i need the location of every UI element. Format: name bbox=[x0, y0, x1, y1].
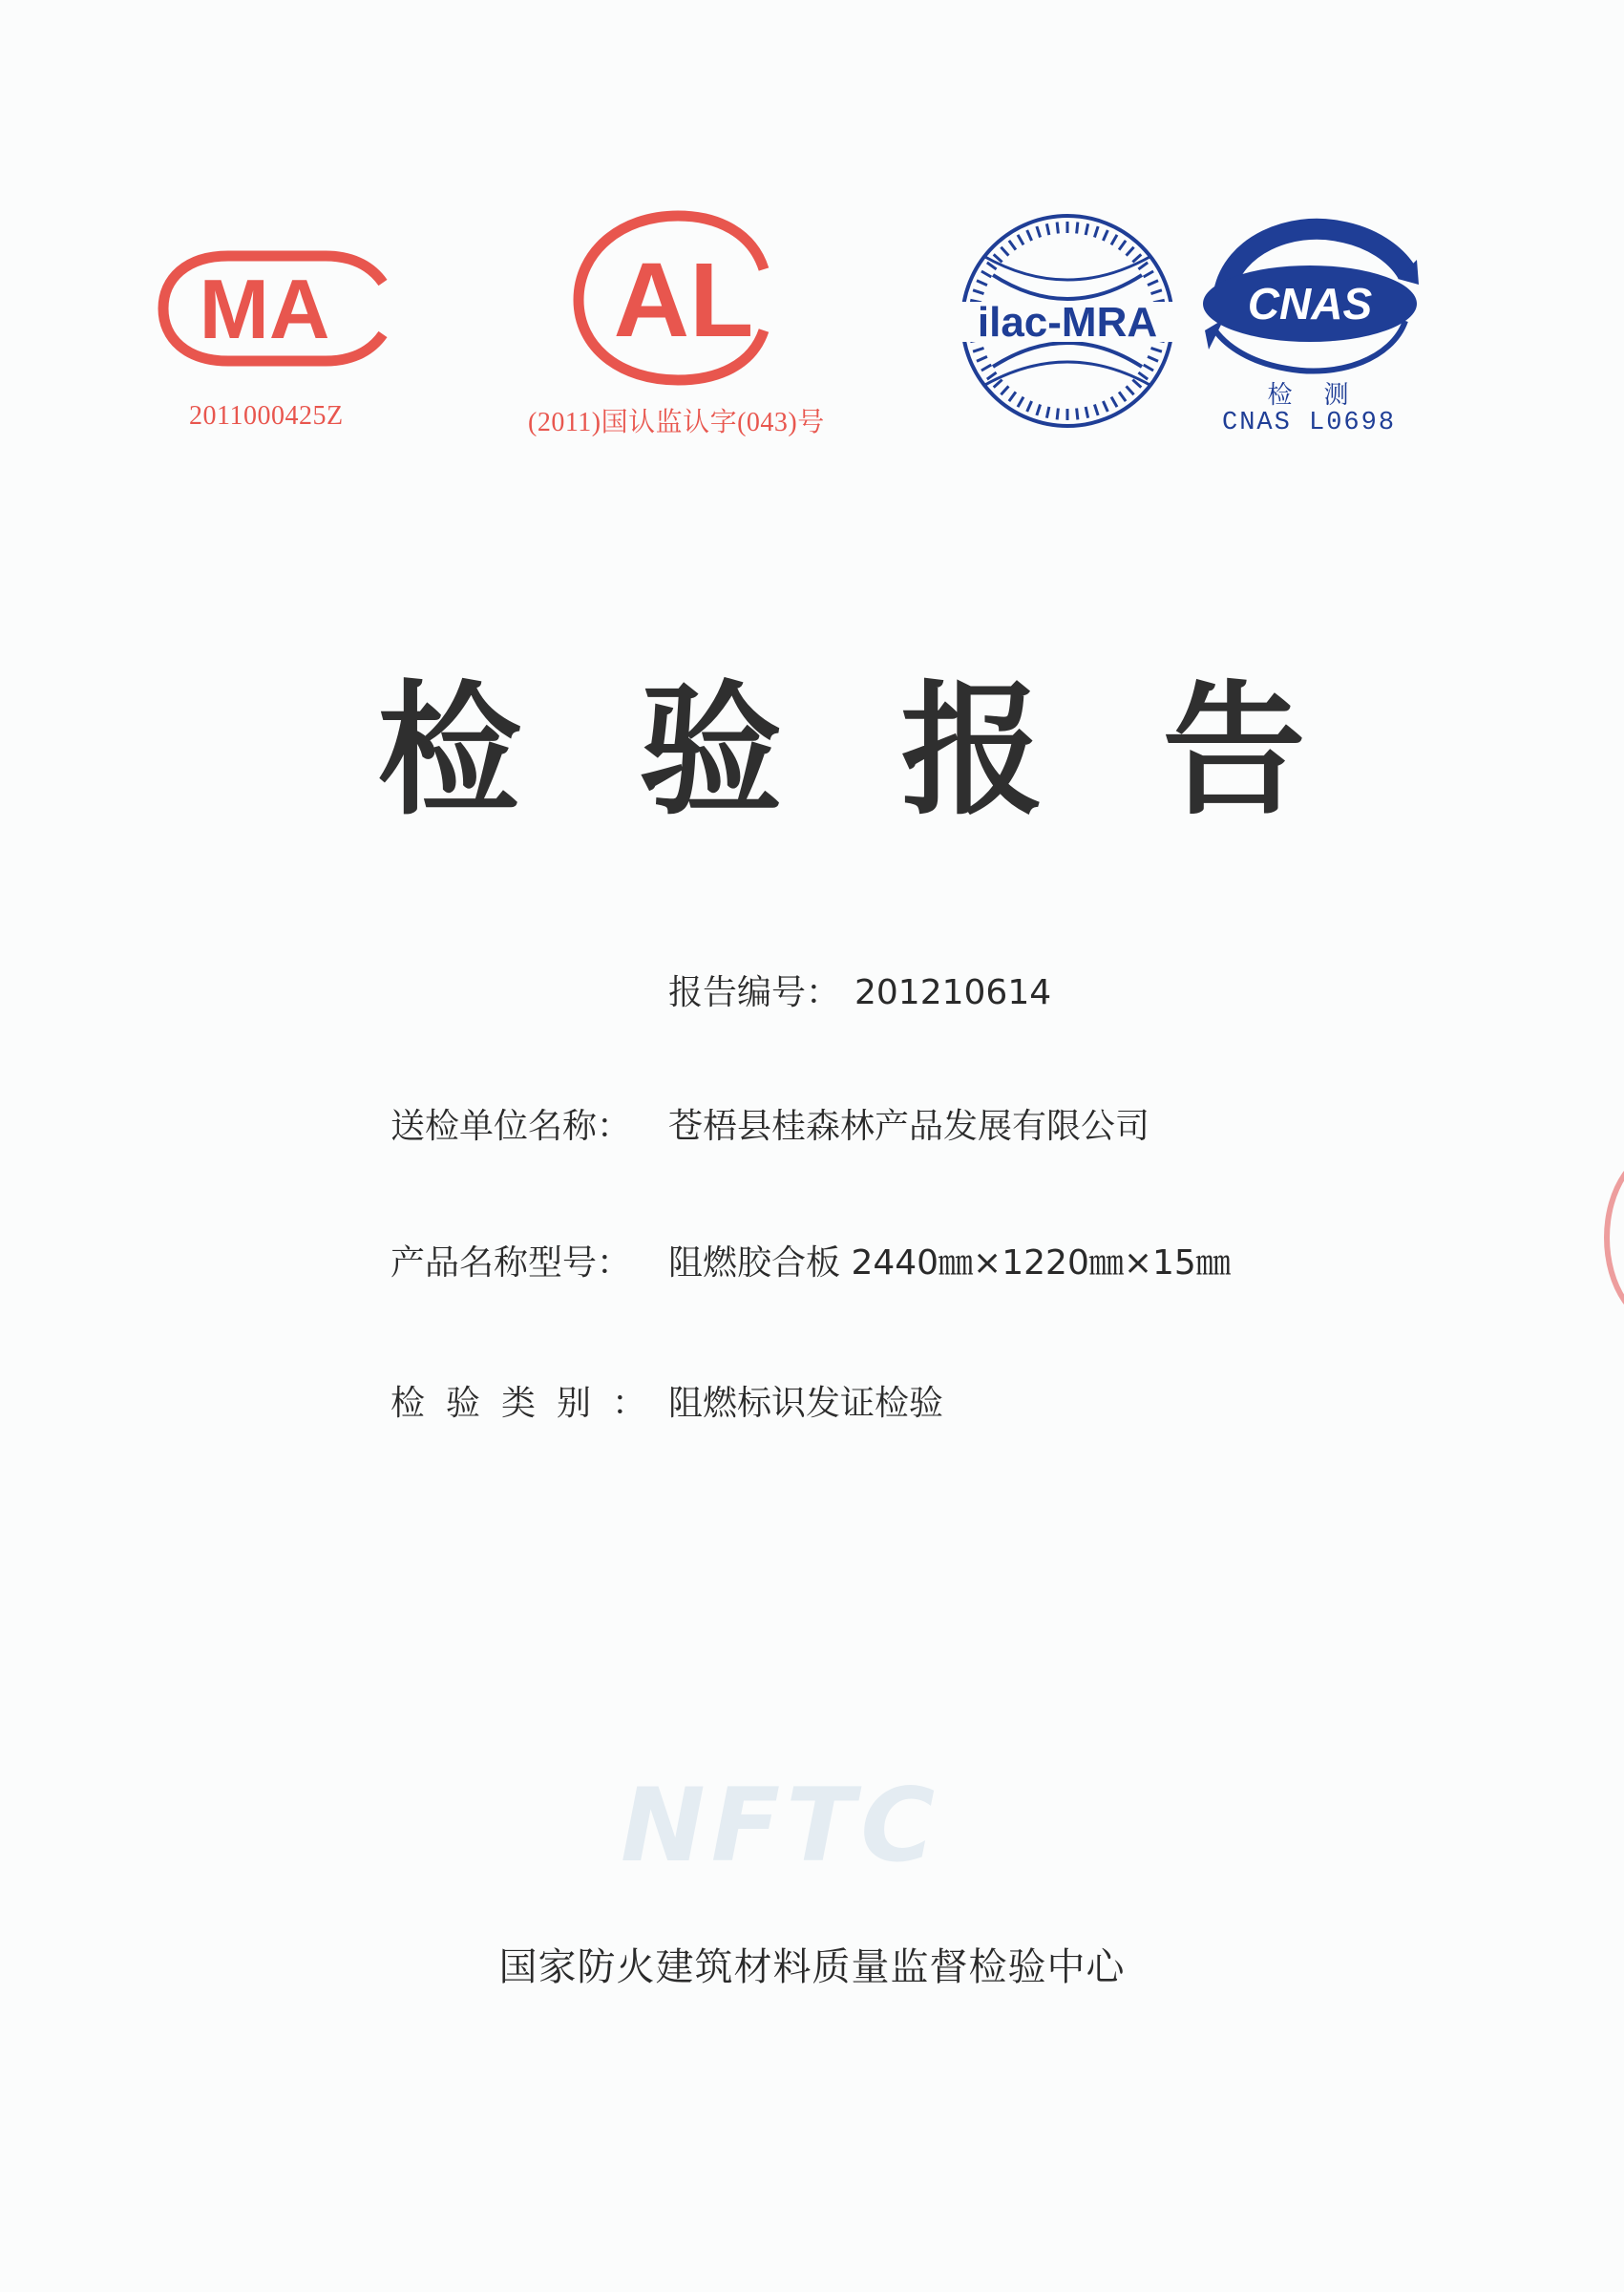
report-number-label: 报告编号： bbox=[668, 973, 841, 1012]
ilac-tick bbox=[1103, 230, 1107, 241]
client-label: 送检单位名称： bbox=[390, 1107, 632, 1146]
ilac-tick bbox=[1111, 235, 1117, 244]
ilac-tick bbox=[981, 365, 991, 371]
title-char: 告 bbox=[1162, 668, 1365, 835]
issuing-organization: 国家防火建筑材料质量监督检验中心 bbox=[498, 1945, 1126, 1989]
ilac-tick bbox=[1086, 223, 1087, 235]
product-label: 产品名称型号： bbox=[390, 1243, 632, 1283]
cal-number: (2011)国认监认字(043)号 bbox=[528, 408, 825, 437]
ilac-tick bbox=[1077, 408, 1078, 419]
document-title bbox=[0, 668, 1624, 835]
client-value: 苍梧县桂森林产品发展有限公司 bbox=[668, 1107, 1150, 1146]
ilac-tick bbox=[1086, 407, 1087, 418]
cnas-test-label: 检 测 bbox=[1267, 381, 1349, 410]
ilac-tick bbox=[973, 290, 983, 294]
cnas-number: CNAS L0698 bbox=[1222, 409, 1397, 437]
inspection-type-value: 阻燃标识发证检验 bbox=[668, 1384, 944, 1423]
inspection-type-label: 检验类别： bbox=[390, 1384, 668, 1423]
ilac-tick bbox=[1148, 281, 1158, 286]
ilac-tick bbox=[1018, 397, 1023, 407]
ilac-tick bbox=[981, 271, 991, 277]
nftc-watermark: NFTC bbox=[621, 1767, 941, 1884]
ilac-tick bbox=[1119, 392, 1126, 401]
title-char: 验 bbox=[639, 668, 842, 835]
ilac-tick bbox=[1037, 226, 1041, 237]
ilac-tick bbox=[1009, 241, 1016, 250]
report-number-value: 201210614 bbox=[854, 973, 1052, 1012]
cma-number: 2011000425Z bbox=[189, 401, 344, 431]
ilac-tick bbox=[1144, 271, 1153, 277]
ilac-tick bbox=[1094, 226, 1098, 237]
ilac-tick bbox=[1127, 247, 1134, 256]
ilac-tick bbox=[1119, 241, 1126, 250]
cnas-logo bbox=[1195, 216, 1424, 410]
ilac-tick bbox=[1009, 392, 1016, 401]
ilac-tick bbox=[1103, 401, 1107, 412]
ilac-tick bbox=[1037, 404, 1041, 414]
cma-logo bbox=[158, 250, 398, 367]
ilac-tick bbox=[1077, 223, 1078, 234]
ilac-tick bbox=[1150, 348, 1161, 351]
cma-letters: MA bbox=[199, 262, 330, 356]
ilac-tick bbox=[1057, 223, 1058, 234]
ilac-tick bbox=[1001, 247, 1008, 256]
ilac-mra-text: ilac-MRA bbox=[977, 299, 1158, 346]
ilac-tick bbox=[1046, 407, 1048, 418]
ilac-tick bbox=[1027, 230, 1032, 241]
ilac-tick bbox=[1057, 408, 1058, 419]
ilac-tick bbox=[1148, 356, 1158, 361]
ilac-mra-logo bbox=[955, 208, 1180, 434]
title-char: 报 bbox=[900, 668, 1104, 835]
ilac-tick bbox=[1027, 401, 1032, 412]
cal-logo bbox=[573, 212, 785, 384]
ilac-tick bbox=[973, 348, 983, 351]
ilac-tick bbox=[977, 356, 987, 361]
ilac-tick bbox=[1094, 404, 1098, 414]
ilac-tick bbox=[1046, 223, 1048, 235]
title-char: 检 bbox=[377, 668, 580, 835]
cnas-text: CNAS bbox=[1247, 279, 1373, 329]
product-value: 阻燃胶合板 2440㎜×1220㎜×15㎜ bbox=[668, 1243, 1231, 1283]
ilac-tick bbox=[1150, 290, 1161, 294]
ilac-tick bbox=[1127, 386, 1134, 394]
ilac-tick bbox=[977, 281, 987, 286]
ilac-tick bbox=[1018, 235, 1023, 244]
ilac-tick bbox=[1144, 365, 1153, 371]
stamp-edge bbox=[1604, 1146, 1624, 1329]
ilac-tick bbox=[1111, 397, 1117, 407]
cal-letters: AL bbox=[613, 242, 754, 359]
ilac-tick bbox=[1001, 386, 1008, 394]
